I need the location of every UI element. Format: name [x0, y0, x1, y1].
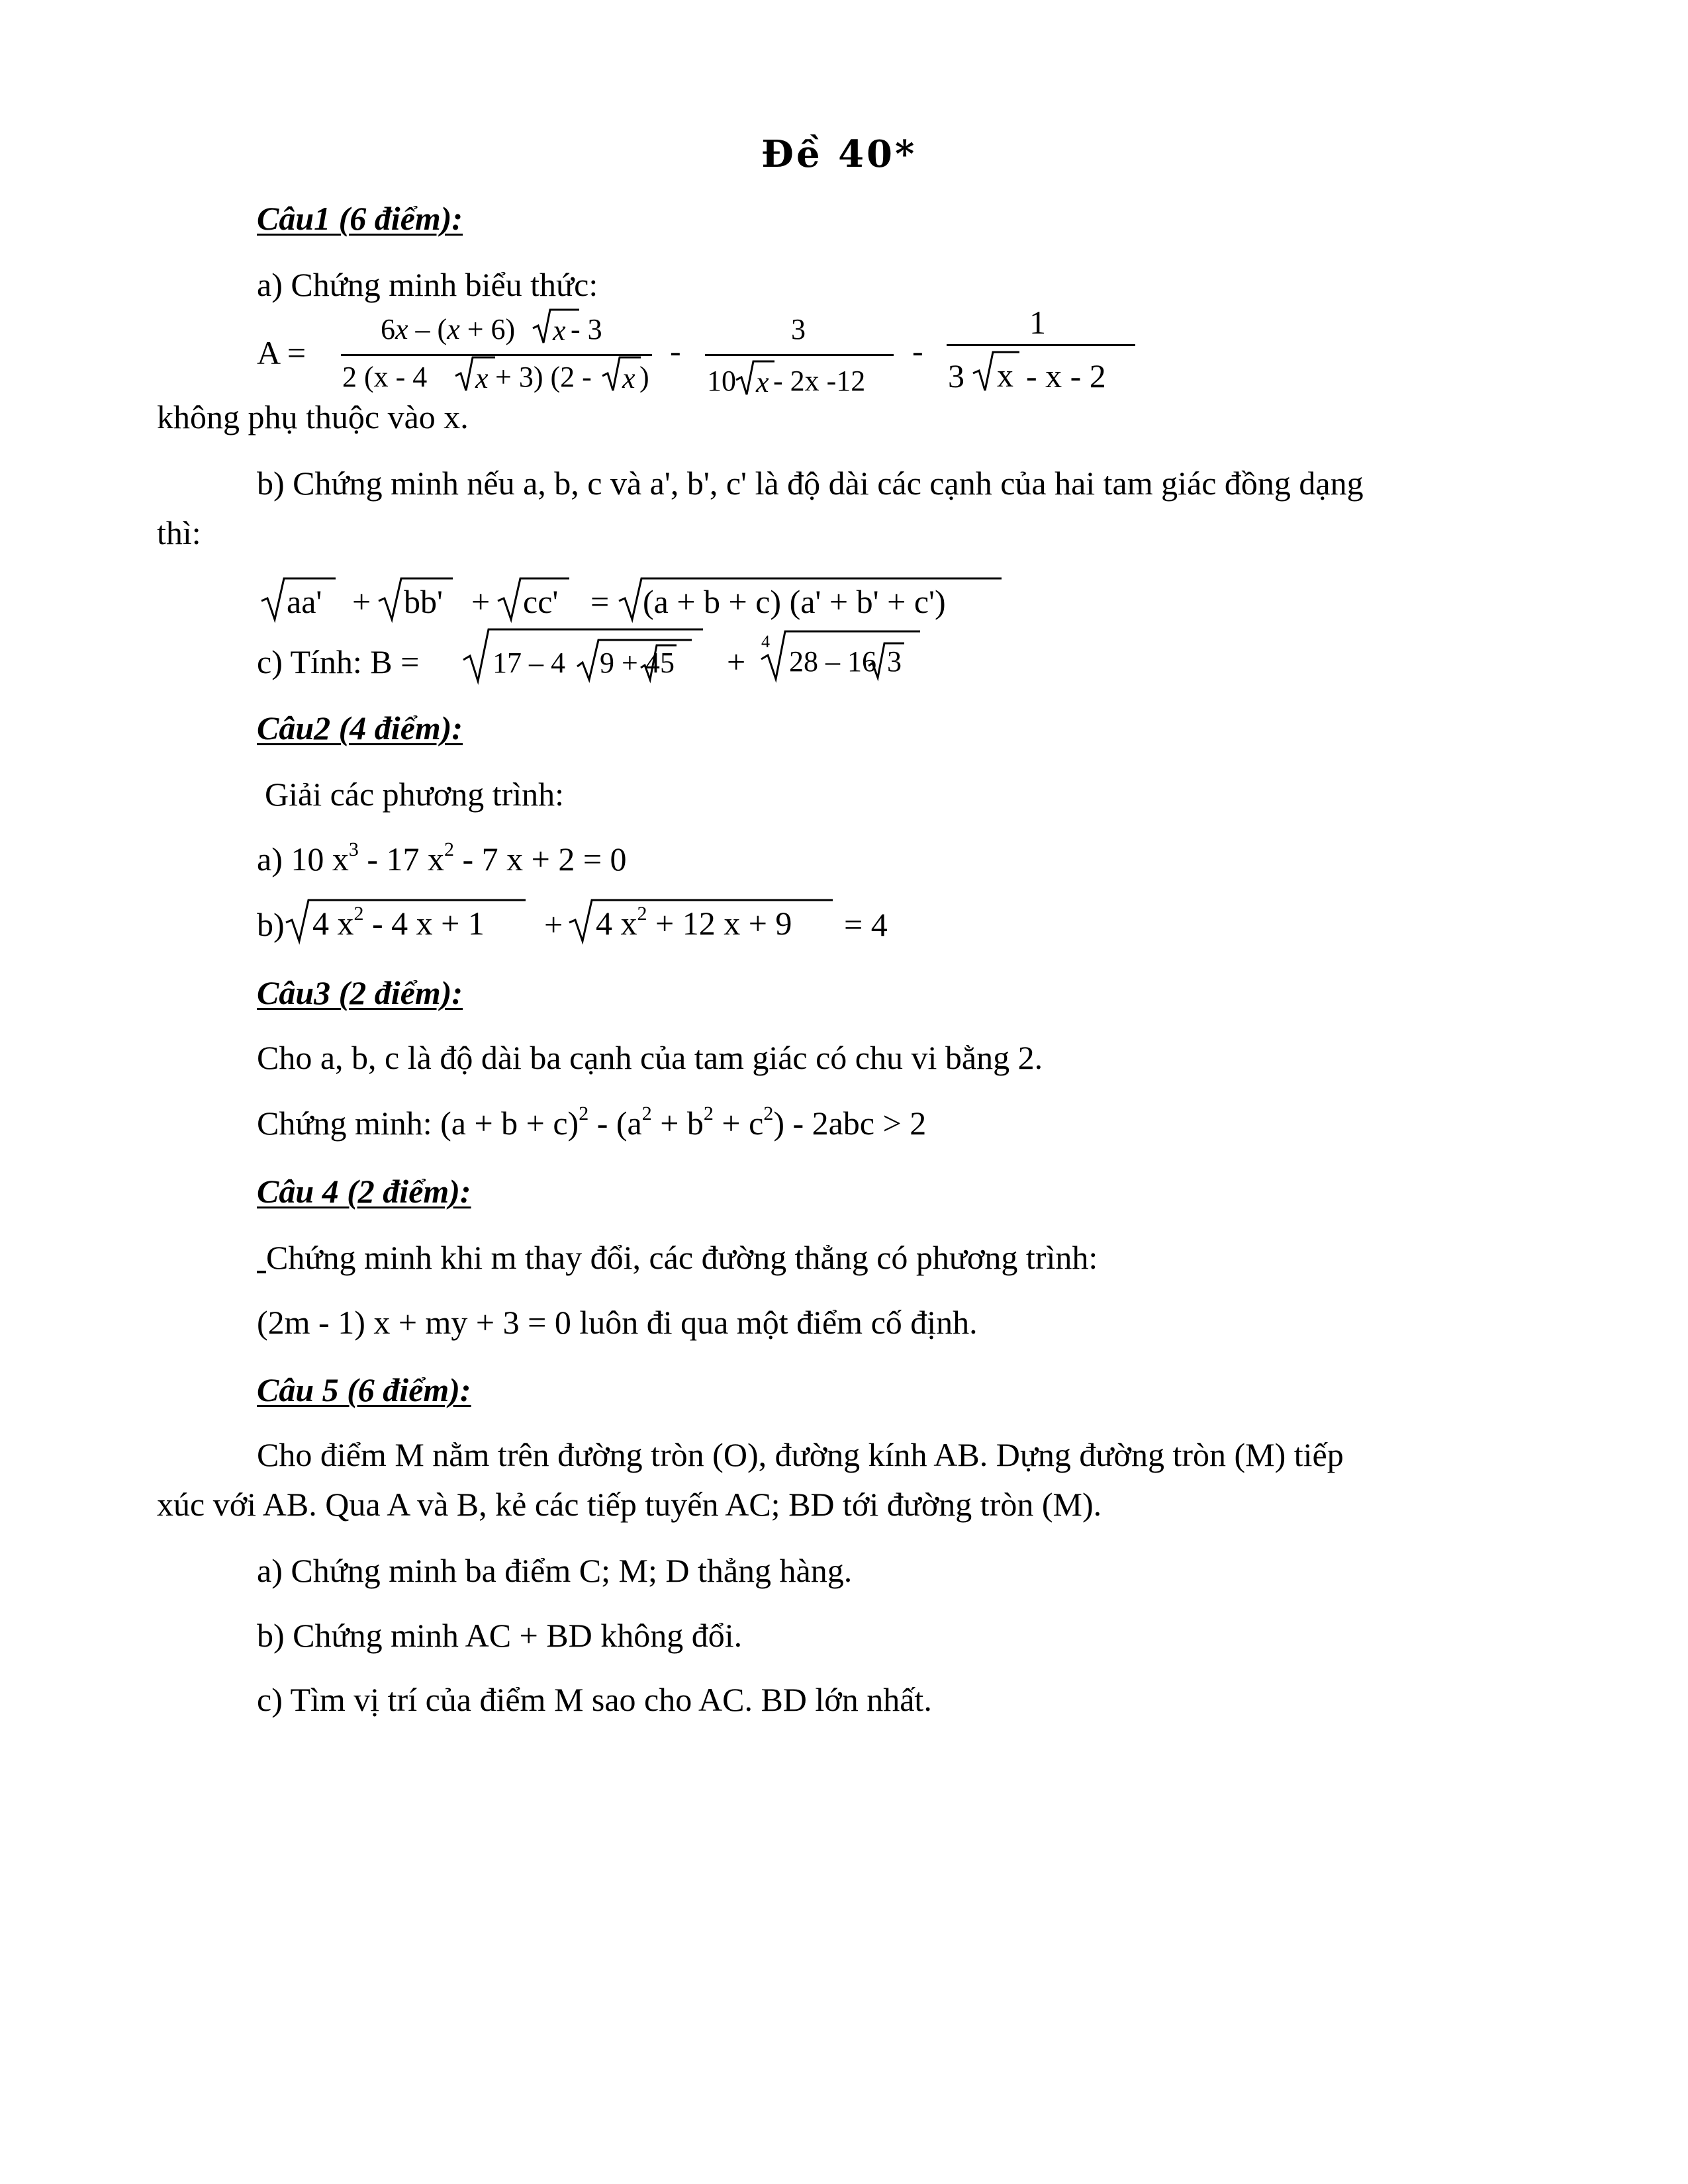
- q2-intro: Giải các phương trình:: [265, 776, 565, 813]
- q4-line2: (2m - 1) x + my + 3 = 0 luôn đi qua một điểm cố định.: [257, 1304, 978, 1341]
- plus-sign: +: [471, 583, 491, 620]
- equals-sign: =: [590, 583, 610, 620]
- q1-a-tail: không phụ thuộc vào x.: [157, 398, 469, 435]
- fraction-1-numerator-radical: x: [533, 307, 579, 353]
- fraction-3-denominator-part1: 3: [948, 357, 964, 394]
- plus-sign: +: [352, 583, 371, 620]
- q2-b-radical-2: 4 $x^2 + 12$ x + 9: [569, 897, 834, 944]
- q1-a-label: a) Chứng minh biểu thức:: [257, 266, 598, 303]
- q1-b-line1: b) Chứng minh nếu a, b, c và a', b', c' là độ dài các cạnh của hai tam giác đồng dạng: [257, 465, 1364, 502]
- radical-aa: aa': [261, 576, 338, 622]
- q5-a: a) Chứng minh ba điểm C; M; D thẳng hàng.: [257, 1552, 853, 1589]
- q5-c: c) Tìm vị trí của điểm M sao cho AC. BD lớn nhất.: [257, 1681, 932, 1718]
- minus-sign-2: -: [912, 332, 923, 369]
- q5-b: b) Chứng minh AC + BD không đổi.: [257, 1617, 743, 1654]
- q3-heading: Câu3 (2 điểm):: [257, 974, 463, 1011]
- equals-four: = 4: [844, 906, 888, 943]
- c-r2-body: 28 – 16: [789, 645, 876, 678]
- plus-sign: +: [727, 643, 746, 680]
- fraction-3-numerator: 1: [1029, 304, 1046, 341]
- radical-bb: bb': [379, 576, 455, 622]
- fraction-1-denominator-radical-1: x: [455, 355, 495, 401]
- q4-line1: Chứng minh khi m thay đổi, các đường thẳng có phương trình:: [266, 1239, 1098, 1276]
- fraction-2-denominator-radical: x: [736, 359, 776, 405]
- q3-line1: Cho a, b, c là độ dài ba cạnh của tam giác có chu vi bằng 2.: [257, 1039, 1043, 1076]
- fraction-1-numerator: 6x – (x + 6): [381, 313, 516, 345]
- fraction-1-denominator-part1: 2 (x - 4: [342, 361, 428, 393]
- c-r1-inner2: 5: [660, 647, 675, 679]
- q2-b-radical-1: 4 $x^2 - 4$ x + 1: [286, 897, 528, 944]
- c-r1-seventeen: 17 – 4: [492, 647, 565, 679]
- fraction-1-numerator-tail: - 3: [571, 313, 602, 345]
- q2-b-label: b): [257, 906, 285, 943]
- fraction-1-denominator-radical-2: x: [602, 355, 642, 401]
- fraction-bar: [705, 354, 894, 356]
- q5-line1: Cho điểm M nằm trên đường tròn (O), đường kính AB. Dựng đường tròn (M) tiếp: [257, 1436, 1344, 1473]
- radical-cc: cc': [498, 576, 571, 622]
- document-title: Đề 40*: [761, 132, 917, 176]
- q1-heading: Câu1 (6 điểm):: [257, 200, 463, 237]
- underline-mark: [257, 1271, 266, 1273]
- minus-sign-1: -: [670, 332, 681, 369]
- radical-sum-product: (a + b + c) (a' + b' + c'): [619, 576, 1003, 622]
- fraction-3-denominator-radical: x: [973, 349, 1019, 396]
- fraction-2-denominator-part1: 10: [707, 365, 736, 397]
- q4-heading: Câu 4 (2 điểm):: [257, 1173, 471, 1210]
- q3-line2: Chứng minh: $(a + b + c)^2 - (a^2 + b^2 + c^2) - 2abc > 2$: [257, 1103, 927, 1142]
- c-r1-inner: 9 + 4: [600, 647, 660, 679]
- root-index: 4: [761, 632, 770, 651]
- q1-b-line2: thì:: [157, 514, 201, 551]
- fraction-2-numerator: 3: [791, 313, 806, 345]
- q1-a-A: A =: [257, 334, 306, 371]
- plus-sign: +: [544, 906, 563, 943]
- fraction-bar: [947, 344, 1135, 346]
- fraction-2-denominator-part2: - 2x -12: [773, 365, 866, 397]
- c-r2-inner: 3: [887, 645, 902, 678]
- fraction-1-denominator-part2: + 3) (2 -: [495, 361, 592, 393]
- fraction-3-denominator-part2: - x - 2: [1026, 357, 1106, 394]
- q2-a-equation: a) 10 $x^3 - 17$ $x^2 - 7$ x + 2 = 0: [257, 839, 627, 878]
- q1-c-label: c) Tính: B =: [257, 643, 420, 680]
- q5-heading: Câu 5 (6 điểm):: [257, 1371, 471, 1408]
- fraction-1-denominator-part3: ): [639, 361, 649, 393]
- q5-line2: xúc với AB. Qua A và B, kẻ các tiếp tuyến AC; BD tới đường tròn (M).: [157, 1486, 1102, 1523]
- q2-heading: Câu2 (4 điểm):: [257, 709, 463, 747]
